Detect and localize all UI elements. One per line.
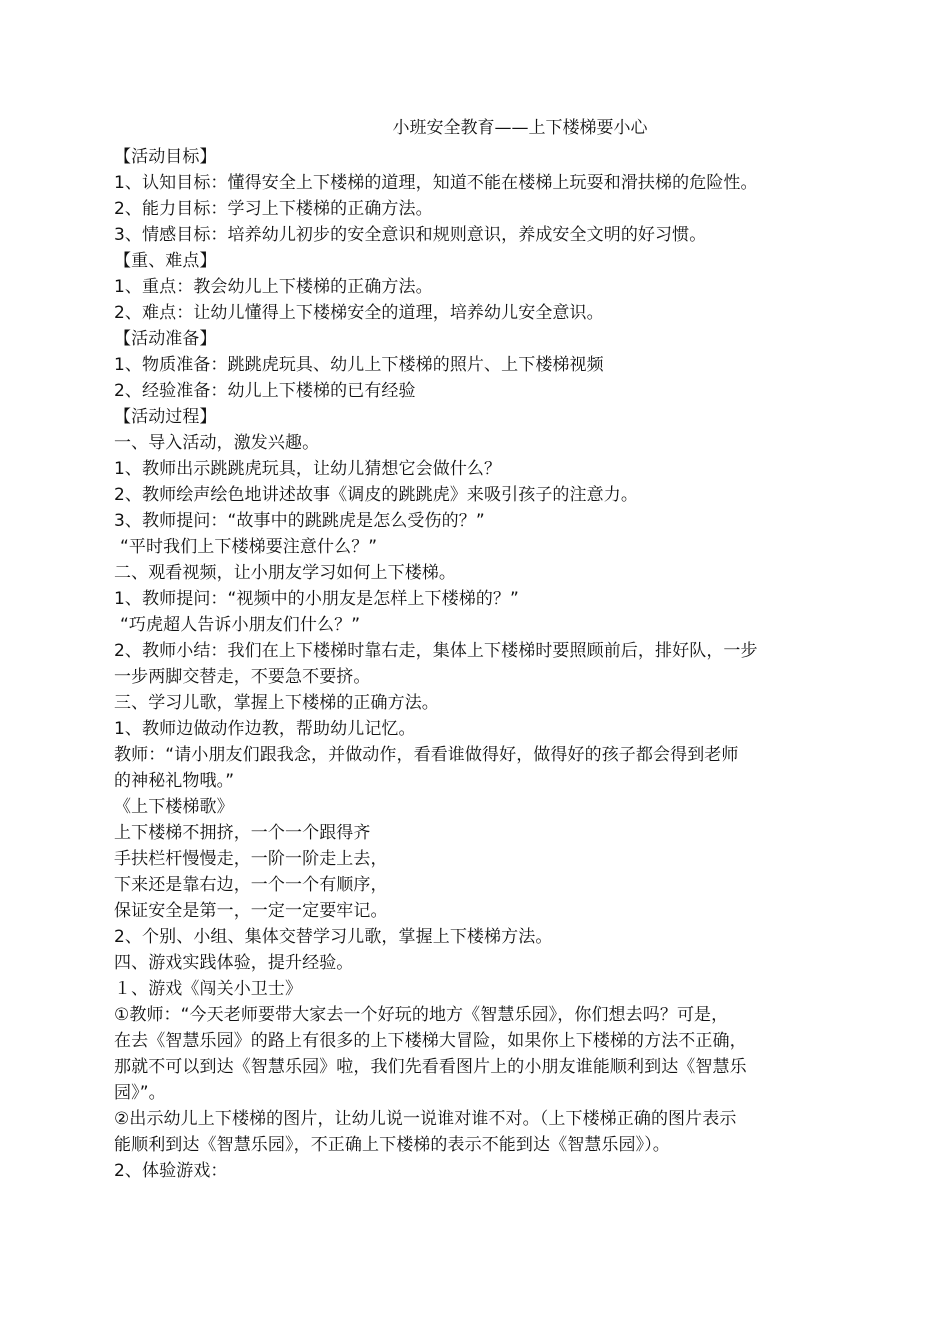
document-body [114,144,839,1184]
paragraph-line: 那就不可以到达《智慧乐园》啦，我们先看看图片上的小朋友谁能顺利到达《智慧乐 [114,1057,747,1077]
paragraph-line: 二、观看视频，让小朋友学习如何上下楼梯。 [114,563,456,583]
song-line: 下来还是靠右边，一个一个有顺序， [114,875,388,895]
paragraph-line: 2、难点：让幼儿懂得上下楼梯安全的道理，培养幼儿安全意识。 [114,303,604,323]
song-line: 上下楼梯不拥挤，一个一个跟得齐 [114,823,371,843]
paragraph-line: 一、导入活动，激发兴趣。 [114,433,320,453]
paragraph-line: 的神秘礼物哦。” [114,771,235,791]
paragraph-line: 1、物质准备：跳跳虎玩具、幼儿上下楼梯的照片、上下楼梯视频 [114,355,604,375]
paragraph-line: 2、个别、小组、集体交替学习儿歌，掌握上下楼梯方法。 [114,927,553,947]
paragraph-line: 2、教师绘声绘色地讲述故事《调皮的跳跳虎》来吸引孩子的注意力。 [114,485,638,505]
paragraph-line: 一步两脚交替走，不要急不要挤。 [114,667,371,687]
paragraph-line: 2、体验游戏： [114,1161,228,1181]
paragraph-line: 三、学习儿歌，掌握上下楼梯的正确方法。 [114,693,439,713]
paragraph-line: 1、教师提问：“视频中的小朋友是怎样上下楼梯的？” [114,589,519,609]
paragraph-line: 3、情感目标：培养幼儿初步的安全意识和规则意识，养成安全文明的好习惯。 [114,225,707,245]
paragraph-line: 1、重点：教会幼儿上下楼梯的正确方法。 [114,277,433,297]
paragraph-line: 教师：“请小朋友们跟我念，并做动作，看看谁做得好，做得好的孩子都会得到老师 [114,745,739,765]
paragraph-line: １、游戏《闯关小卫士》 [114,979,303,999]
document-title: 小班安全教育——上下楼梯要小心 [392,118,648,138]
paragraph-line: 1、教师出示跳跳虎玩具，让幼儿猜想它会做什么？ [114,459,502,479]
paragraph-line: 3、教师提问：“故事中的跳跳虎是怎么受伤的？” [114,511,485,531]
section-heading-preparation: 【活动准备】 [114,329,217,349]
song-line: 手扶栏杆慢慢走，一阶一阶走上去， [114,849,388,869]
paragraph-line: ②出示幼儿上下楼梯的图片，让幼儿说一说谁对谁不对。（上下楼梯正确的图片表示 [114,1109,737,1129]
paragraph-line: 1、教师边做动作边教，帮助幼儿记忆。 [114,719,416,739]
paragraph-line: 四、游戏实践体验，提升经验。 [114,953,354,973]
paragraph-line: 2、能力目标：学习上下楼梯的正确方法。 [114,199,433,219]
section-heading-key-points: 【重、难点】 [114,251,217,271]
section-heading-goals: 【活动目标】 [114,147,217,167]
section-heading-process: 【活动过程】 [114,407,217,427]
song-title: 《上下楼梯歌》 [114,797,234,817]
paragraph-line: “巧虎超人告诉小朋友们什么？” [120,615,361,635]
paragraph-line: ①教师：“今天老师要带大家去一个好玩的地方《智慧乐园》，你们想去吗？可是， [114,1005,729,1025]
song-line: 保证安全是第一，一定一定要牢记。 [114,901,388,921]
paragraph-line: 在去《智慧乐园》的路上有很多的上下楼梯大冒险，如果你上下楼梯的方法不正确， [114,1031,747,1051]
paragraph-line: 2、教师小结：我们在上下楼梯时靠右走，集体上下楼梯时要照顾前后，排好队，一步 [114,641,758,661]
paragraph-line: 能顺利到达《智慧乐园》，不正确上下楼梯的表示不能到达《智慧乐园》）。 [114,1135,670,1155]
paragraph-line: 1、认知目标：懂得安全上下楼梯的道理，知道不能在楼梯上玩耍和滑扶梯的危险性。 [114,173,758,193]
paragraph-line: 2、经验准备：幼儿上下楼梯的已有经验 [114,381,416,401]
paragraph-line: “平时我们上下楼梯要注意什么？” [120,537,378,557]
paragraph-line: 园》”。 [114,1083,166,1103]
